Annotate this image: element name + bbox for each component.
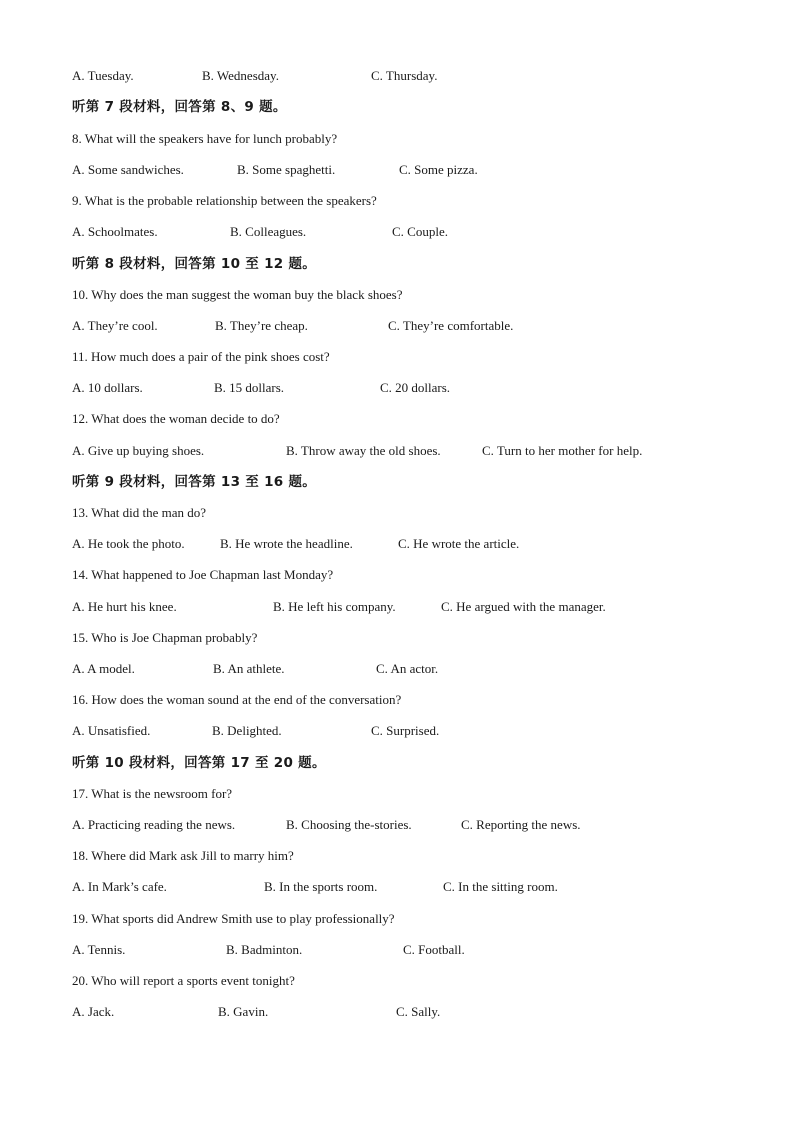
option-a: A. Tennis. xyxy=(72,942,126,957)
option-c: C. He wrote the article. xyxy=(398,536,520,551)
option-a: A. He took the photo. xyxy=(72,536,185,551)
question-19: 19. What sports did Andrew Smith use to play professionally? xyxy=(72,911,395,926)
option-a: A. In Mark’s cafe. xyxy=(72,879,167,894)
option-b: B. They’re cheap. xyxy=(215,318,308,333)
option-a: A. A model. xyxy=(72,661,135,676)
question-13: 13. What did the man do? xyxy=(72,505,207,520)
option-c: C. In the sitting room. xyxy=(443,879,558,894)
question-16: 16. How does the woman sound at the end of the conversation? xyxy=(72,692,402,707)
question-15: 15. Who is Joe Chapman probably? xyxy=(72,630,258,645)
section-heading-8: 听第 8 段材料，回答第 10 至 12 题。 xyxy=(72,256,317,272)
option-a: A. Jack. xyxy=(72,1004,115,1019)
option-b: B. In the sports room. xyxy=(264,879,378,894)
option-c: C. Turn to her mother for help. xyxy=(482,443,643,458)
question-8: 8. What will the speakers have for lunch probably? xyxy=(72,131,338,146)
option-a: A. Unsatisfied. xyxy=(72,723,151,738)
question-17: 17. What is the newsroom for? xyxy=(72,786,233,801)
option-c: C. Couple. xyxy=(392,224,448,239)
question-9: 9. What is the probable relationship between the speakers? xyxy=(72,193,377,208)
option-b: B. An athlete. xyxy=(213,661,285,676)
option-b: B. Delighted. xyxy=(212,723,282,738)
question-20: 20. Who will report a sports event tonight? xyxy=(72,973,295,988)
option-c: C. Football. xyxy=(403,942,465,957)
option-a: A. Some sandwiches. xyxy=(72,162,184,177)
option-c: C. An actor. xyxy=(376,661,439,676)
option-b: B. Wednesday. xyxy=(202,68,279,83)
question-11: 11. How much does a pair of the pink shoes cost? xyxy=(72,349,330,364)
option-b: B. Gavin. xyxy=(218,1004,269,1019)
option-a: A. They’re cool. xyxy=(72,318,158,333)
option-b: B. Throw away the old shoes. xyxy=(286,443,441,458)
question-12: 12. What does the woman decide to do? xyxy=(72,411,280,426)
option-b: B. 15 dollars. xyxy=(214,380,285,395)
option-b: B. He left his company. xyxy=(273,599,396,614)
option-a: A. He hurt his knee. xyxy=(72,599,177,614)
option-c: C. Surprised. xyxy=(371,723,440,738)
option-c: C. Sally. xyxy=(396,1004,441,1019)
question-10: 10. Why does the man suggest the woman buy the black shoes? xyxy=(72,287,403,302)
option-c: C. They’re comfortable. xyxy=(388,318,514,333)
section-heading-7: 听第 7 段材料，回答第 8、9 题。 xyxy=(72,99,287,115)
option-c: C. He argued with the manager. xyxy=(441,599,606,614)
section-heading-10: 听第 10 段材料，回答第 17 至 20 题。 xyxy=(72,755,326,771)
option-a: A. Practicing reading the news. xyxy=(72,817,236,832)
option-b: B. He wrote the headline. xyxy=(220,536,353,551)
option-b: B. Some spaghetti. xyxy=(237,162,336,177)
option-c: C. Reporting the news. xyxy=(461,817,581,832)
option-a: A. Tuesday. xyxy=(72,68,134,83)
option-c: C. Thursday. xyxy=(371,68,438,83)
option-a: A. Give up buying shoes. xyxy=(72,443,205,458)
question-18: 18. Where did Mark ask Jill to marry him? xyxy=(72,848,294,863)
option-c: C. Some pizza. xyxy=(399,162,478,177)
option-a: A. Schoolmates. xyxy=(72,224,158,239)
option-b: B. Badminton. xyxy=(226,942,303,957)
question-14: 14. What happened to Joe Chapman last Monday? xyxy=(72,567,334,582)
section-heading-9: 听第 9 段材料，回答第 13 至 16 题。 xyxy=(72,474,317,490)
option-b: B. Colleagues. xyxy=(230,224,307,239)
option-a: A. 10 dollars. xyxy=(72,380,143,395)
option-b: B. Choosing the-stories. xyxy=(286,817,412,832)
option-c: C. 20 dollars. xyxy=(380,380,451,395)
